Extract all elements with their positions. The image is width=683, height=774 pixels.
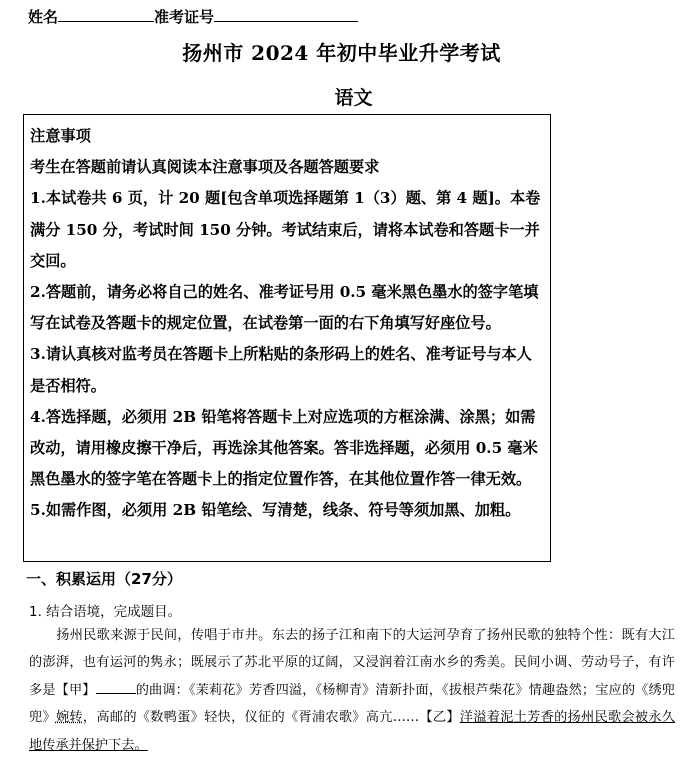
notice-item: 3.请认真核对监考员在答题卡上所粘贴的条形码上的姓名、准考证号与本人是否相符。 — [30, 345, 532, 395]
name-label: 姓名 — [28, 8, 59, 26]
subject-title: 语文 — [334, 87, 373, 109]
passage-text: 扬州民歌来源于民间，传唱于市井。东去的扬子江和南下的大运河孕育了扬州民歌的独特个性：既有大江的澎湃，也有运河的隽永；既展示了苏北平原的辽阔，又浸润着江南水乡的秀美。民间小调、劳动号子，有许多是【甲】 — [29, 628, 675, 698]
question-stem: 1. 结合语境，完成题目。 — [29, 604, 182, 620]
exam-title: 扬州市 2024 年初中毕业升学考试 — [182, 41, 501, 65]
exam-id-blank[interactable] — [214, 7, 358, 22]
section-title: 一、积累运用（27分） — [26, 570, 182, 588]
passage-text: 的曲调：《茉莉花》芳香四溢，《杨柳青》清新扑面，《拔根芦柴花》情趣盎然；宝应的《绣兜兜》 — [29, 682, 675, 726]
notice-item: 4.答选择题，必须用 2B 铅笔将答题卡上对应选项的方框涂满、涂黑；如需改动，请用橡皮擦干净后，再选涂其他答案。答非选择题，必须用 0.5 毫米黑色墨水的签字笔在答题卡上的指定位置作答，在其他位置作答一律无效。 — [30, 407, 538, 489]
underlined-sentence: 洋溢着泥土芳香的扬州民歌会被永久地传承并保护下去。 — [29, 710, 676, 753]
answer-blank-jia[interactable] — [96, 681, 136, 694]
notice-box — [23, 114, 551, 562]
notice-heading: 注意事项 — [30, 127, 91, 145]
exam-id-label: 准考证号 — [154, 8, 215, 26]
question-passage — [29, 622, 675, 759]
notice-item: 5.如需作图，必须用 2B 铅笔绘、写清楚，线条、符号等须加黑、加粗。 — [30, 501, 521, 520]
dotted-word: 婉转 — [55, 710, 83, 726]
candidate-info-line — [28, 6, 358, 27]
name-blank[interactable] — [58, 7, 154, 22]
notice-item: 1.本试卷共 6 页，计 20 题[包含单项选择题第 1（3）题、第 4 题]。本卷满分 150 分，考试时间 150 分钟。考试结束后，请将本试卷和答题卡一并交回。 — [30, 189, 541, 270]
notice-intro: 考生在答题前请认真阅读本注意事项及各题答题要求 — [30, 158, 380, 177]
notice-item: 2.答题前，请务必将自己的姓名、准考证号用 0.5 毫米黑色墨水的签字笔填写在试卷及答题卡的规定位置，在试卷第一面的右下角填写好座位号。 — [30, 283, 539, 333]
passage-text: ，高邮的《数鸭蛋》轻快，仪征的《胥浦农歌》高亢……【乙】 — [82, 710, 460, 726]
